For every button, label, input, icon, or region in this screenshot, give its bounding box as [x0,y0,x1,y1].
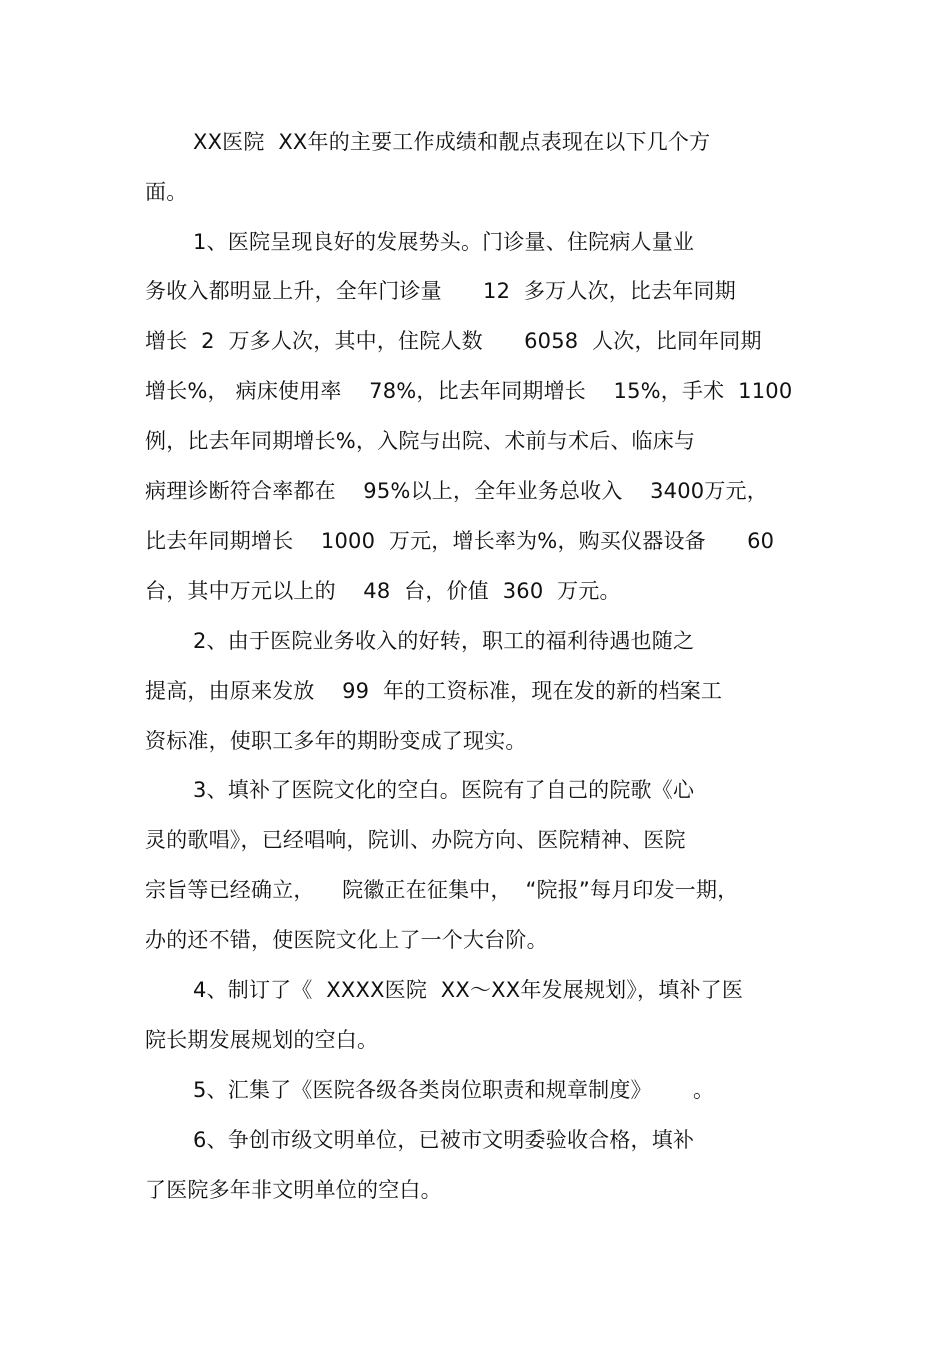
text-line: 宗旨等已经确立， 院徽正在征集中， “院报”每月印发一期， [145,878,739,902]
text-line: 办的还不错，使医院文化上了一个大台阶。 [145,928,548,952]
text-line: 院长期发展规划的空白。 [145,1028,379,1052]
text-line: XX医院 XX年的主要工作成绩和靓点表现在以下几个方 [193,130,711,154]
text-line: 面。 [145,180,188,204]
text-line: 提高，由原来发放 99 年的工资标准，现在发的新的档案工 [145,679,723,703]
text-line: 比去年同期增长 1000 万元，增长率为%，购买仪器设备 60 [145,529,775,553]
text-line: 务收入都明显上升，全年门诊量 12 多万人次，比去年同期 [145,279,736,303]
text-line: 病理诊断符合率都在 95%以上，全年业务总收入 3400万元， [145,479,768,503]
text-line: 灵的歌唱》，已经唱响，院训、办院方向、医院精神、医院 [145,828,686,852]
text-line: 增长%， 病床使用率 78%，比去年同期增长 15%，手术 1100 [145,379,793,403]
text-line: 6、争创市级文明单位，已被市文明委验收合格，填补 [193,1128,695,1152]
text-line: 台，其中万元以上的 48 台，价值 360 万元。 [145,579,621,603]
text-line: 增长 2 万多人次，其中，住院人数 6058 人次，比同年同期 [145,329,762,353]
text-line: 例，比去年同期增长%，入院与出院、术前与术后、临床与 [145,429,696,453]
text-line: 资标准，使职工多年的期盼变成了现实。 [145,729,527,753]
text-line: 2、由于医院业务收入的好转，职工的福利待遇也随之 [193,629,695,653]
text-line: 了医院多年非文明单位的空白。 [145,1178,442,1202]
text-line: 4、制订了《 XXXX医院 XX～XX年发展规划》，填补了医 [193,978,744,1002]
text-line: 3、填补了医院文化的空白。医院有了自己的院歌《心 [193,778,695,802]
text-line: 5、汇集了《医院各级各类岗位职责和规章制度》 。 [193,1078,715,1102]
text-line: 1、医院呈现良好的发展势头。门诊量、住院病人量业 [193,230,695,254]
